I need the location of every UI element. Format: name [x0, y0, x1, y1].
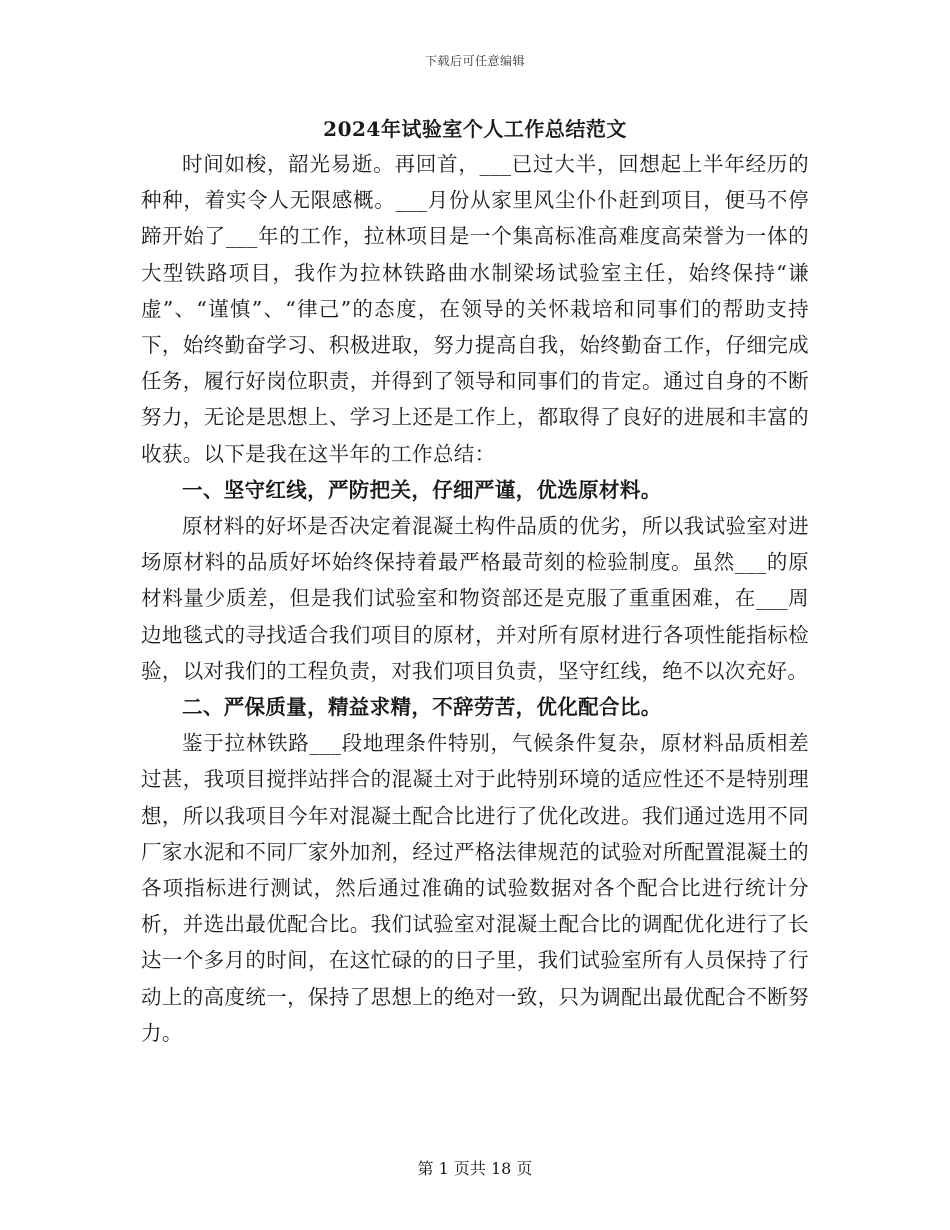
header-note: 下载后可任意编辑: [424, 54, 525, 68]
section-2-paragraph: 鉴于拉林铁路___段地理条件特别，气候条件复杂，原材料品质相差过甚，我项目搅拌站拌合的混凝土对于此特别环境的适应性还不是特别理想，所以我项目今年对混凝土配合比进行了优化改进。我们通过选用不同厂家水泥和不同厂家外加剂，经过严格法律规范的试验对所配置混凝土的各项指标进行测试，然后通过准确的试验数据对各个配合比进行统计分析，并选出最优配合比。我们试验室对混凝土配合比的调配优化进行了长达一个多月的时间，在这忙碌的的日子里，我们试验室所有人员保持了行动上的高度统一，保持了思想上的绝对一致，只为调配出最优配合不断努力。: [141, 731, 809, 1045]
section-1-heading: 一、坚守红线，严防把关，仔细严谨，优选原材料。: [182, 477, 662, 502]
section-1-paragraph: 原材料的好坏是否决定着混凝土构件品质的优劣，所以我试验室对进场原材料的品质好坏始终保持着最严格最苛刻的检验制度。虽然___的原材料量少质差，但是我们试验室和物资部还是克服了重重困难，在___周边地毯式的寻找适合我们项目的原材，并对所有原材进行各项性能指标检验，以对我们的工程负责，对我们项目负责，坚守红线，绝不以次充好。: [141, 514, 809, 683]
document-body: [141, 112, 809, 1051]
page-number: 第 1 页共 18 页: [417, 1159, 533, 1178]
section-2-heading: 二、严保质量，精益求精，不辞劳苦，优化配合比。: [182, 695, 662, 720]
intro-paragraph: 时间如梭，韶光易逝。再回首，___已过大半，回想起上半年经历的种种，着实令人无限感概。___月份从家里风尘仆仆赶到项目，便马不停蹄开始了___年的工作，拉林项目是一个集高标准高难度高荣誉为一体的大型铁路项目，我作为拉林铁路曲水制梁场试验室主任，始终保持“谦虚”、“谨慎”、“律己”的态度，在领导的关怀栽培和同事们的帮助支持下，始终勤奋学习、积极进取，努力提高自我，始终勤奋工作，仔细完成任务，履行好岗位职责，并得到了领导和同事们的肯定。通过自身的不断努力，无论是思想上、学习上还是工作上，都取得了良好的进展和丰富的收获。以下是我在这半年的工作总结：: [141, 152, 809, 466]
document-title: 2024年试验室个人工作总结范文: [323, 117, 627, 141]
